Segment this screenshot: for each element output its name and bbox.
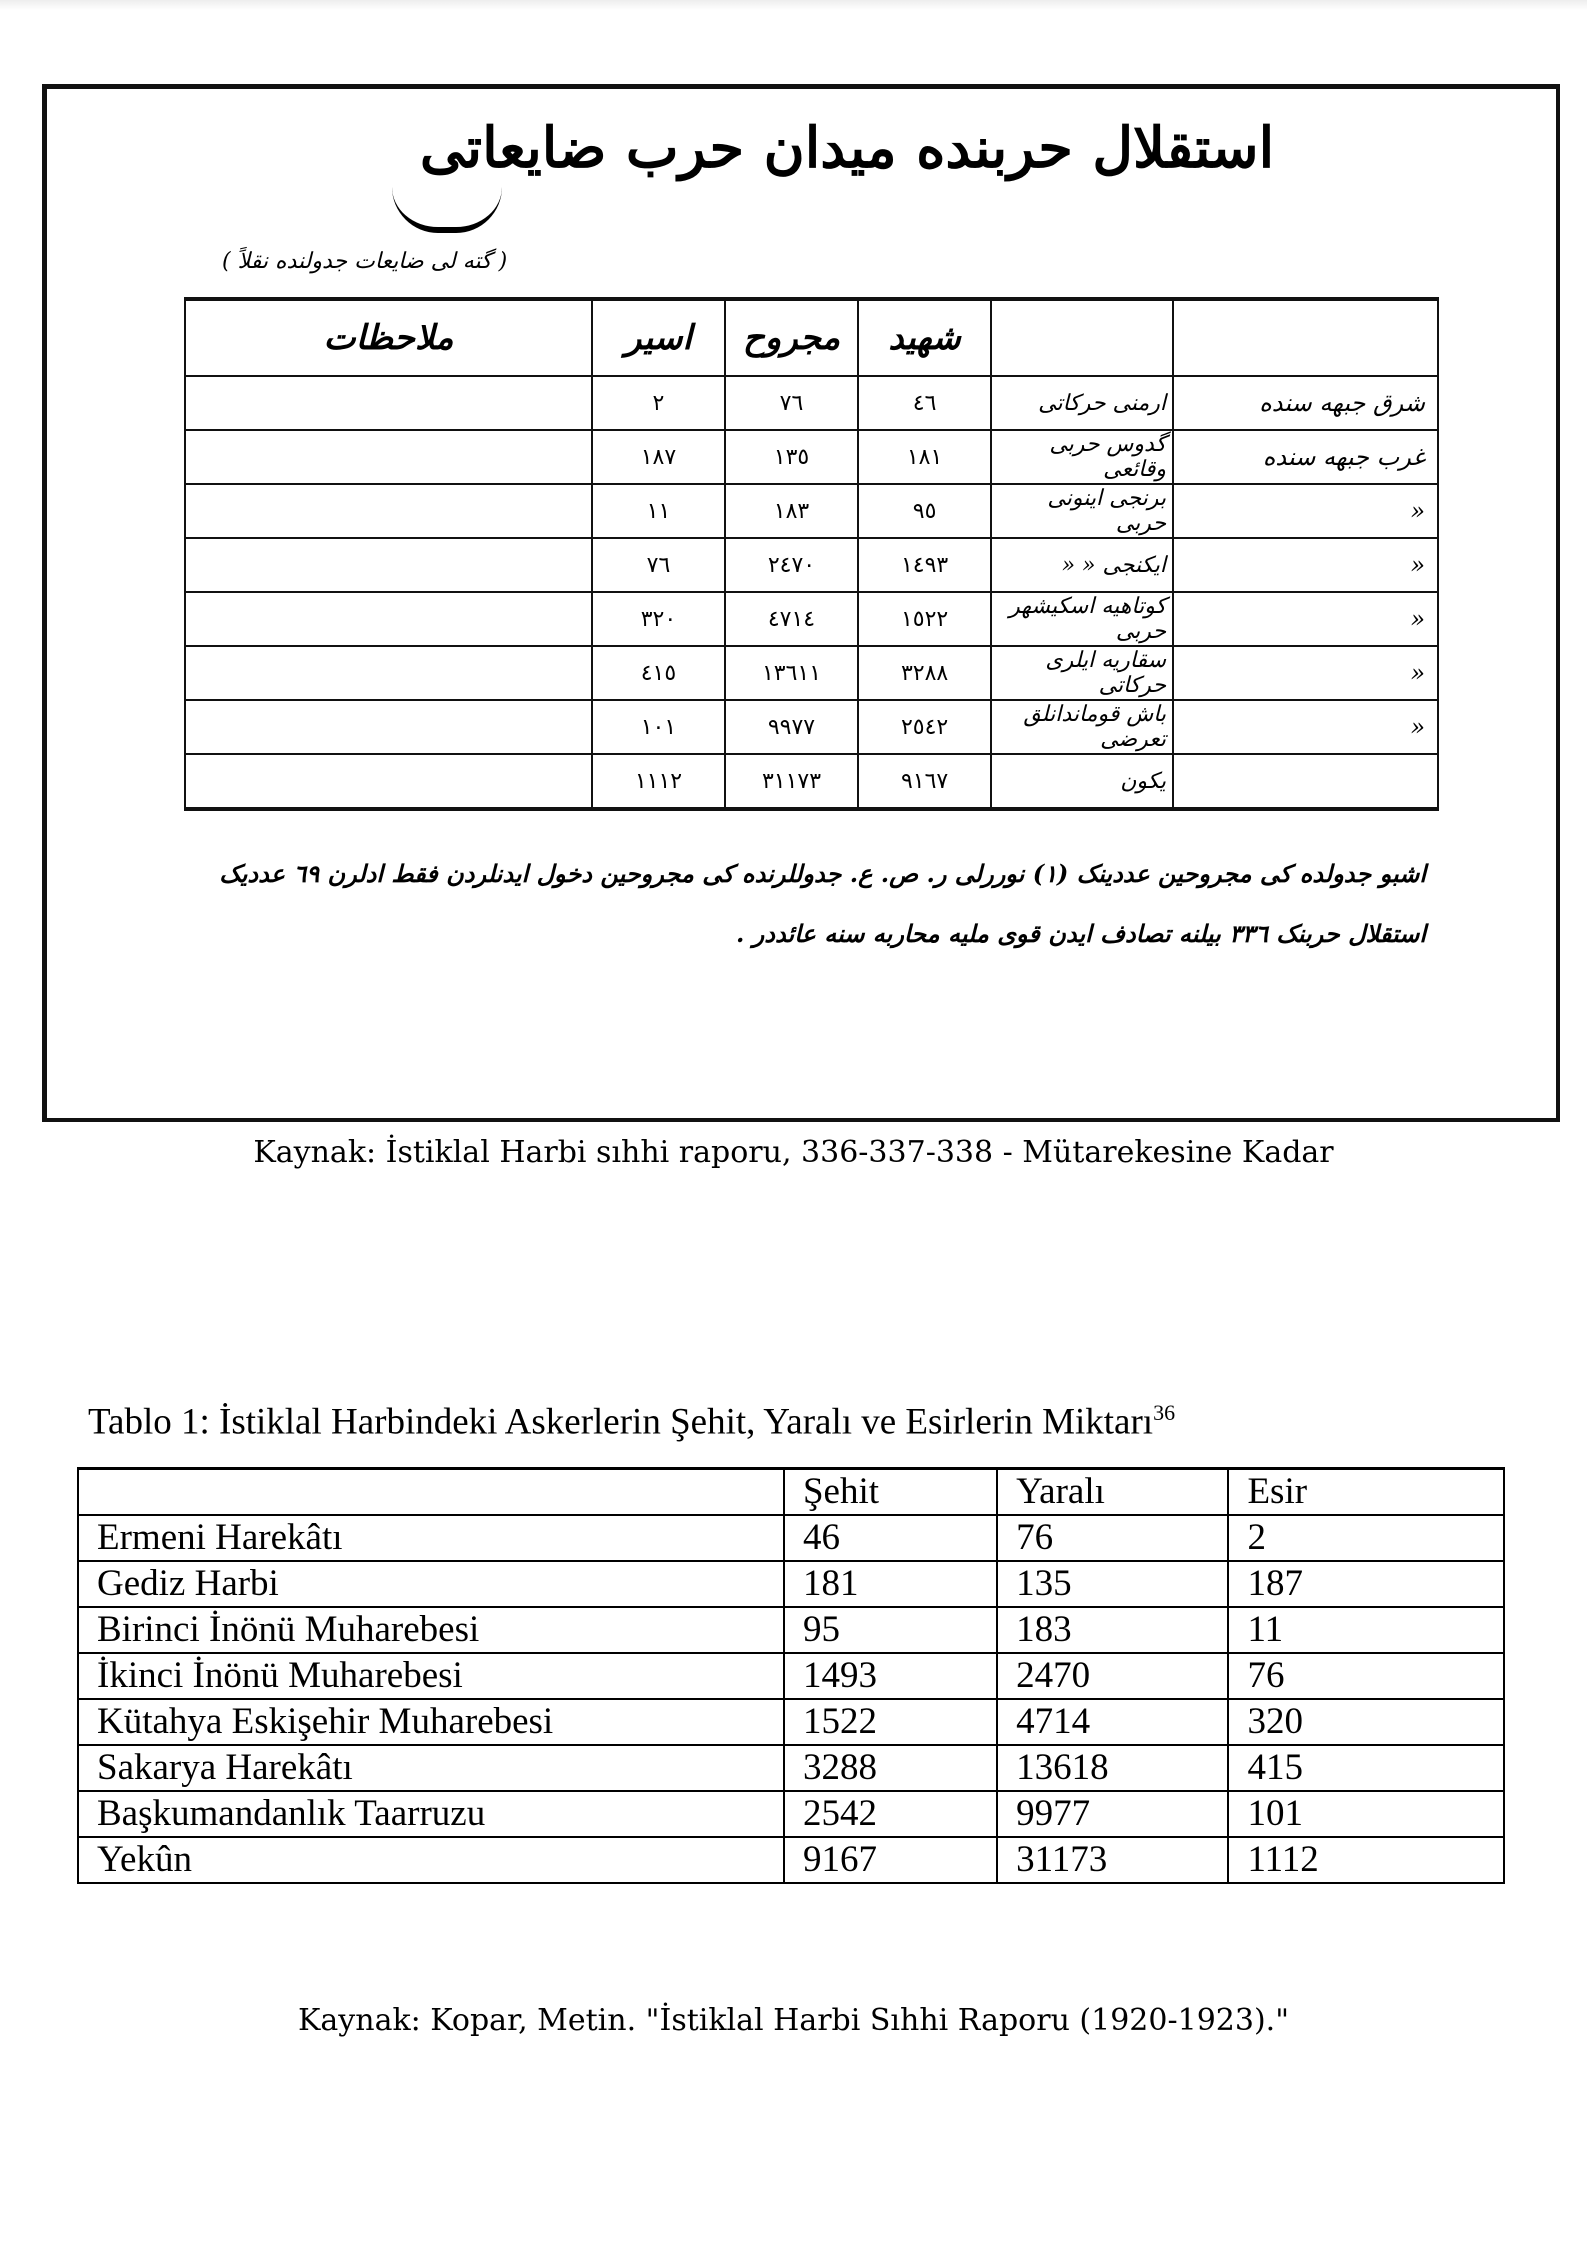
ottoman-table-row	[185, 430, 1438, 484]
scan-footnote-line-1: اشبو جدولده کی مجروحین عددینک (١) نوررلی ر. ص. ع. جدوللرنده کی مجروحین دخول ایدنلردن فقط ادلرن ٦٩ عددیک	[219, 859, 1426, 888]
ottoman-cell-martyr: ٩٥	[858, 484, 991, 538]
ottoman-cell-battle: ارمنی حرکاتی	[991, 376, 1173, 430]
cell-esir: 76	[1228, 1653, 1504, 1699]
ottoman-table-row	[185, 484, 1438, 538]
ottoman-cell-front	[1173, 754, 1438, 809]
ottoman-header-martyr: شهید	[858, 299, 991, 376]
header-battle	[78, 1469, 784, 1516]
cell-battle: İkinci İnönü Muharebesi	[78, 1653, 784, 1699]
table-source-caption: Kaynak: Kopar, Metin. "İstiklal Harbi Sıhhi Raporu (1920-1923)."	[298, 2003, 1289, 2038]
ottoman-cell-captured: ٢	[592, 376, 725, 430]
ottoman-cell-front: «	[1173, 592, 1438, 646]
ottoman-cell-wounded: ١٨٣	[725, 484, 858, 538]
ottoman-cell-battle: گدوس حربی وقائعی	[991, 430, 1173, 484]
scan-footnote-line-2: استقلال حربنک ٣٣٦ بیلنه تصادف ایدن قوی ملیه محاربه سنه عائددر .	[735, 919, 1426, 948]
page-top-edge	[0, 0, 1587, 10]
ottoman-cell-martyr: ٢٥٤٢	[858, 700, 991, 754]
ottoman-cell-remarks	[185, 754, 592, 809]
ottoman-cell-battle: برنجی اینونی حربی	[991, 484, 1173, 538]
ottoman-cell-captured: ١١	[592, 484, 725, 538]
scanned-ottoman-table-figure	[42, 84, 1560, 1122]
ottoman-cell-battle: کوتاهیه اسکیشهر حربی	[991, 592, 1173, 646]
ottoman-header-wounded: مجروح	[725, 299, 858, 376]
table-title-text: Tablo 1: İstiklal Harbindeki Askerlerin Şehit, Yaralı ve Esirlerin Miktarı	[88, 1401, 1154, 1443]
ottoman-cell-remarks	[185, 430, 592, 484]
table-row	[78, 1653, 1504, 1699]
ottoman-cell-battle: باش قوماندانلق تعرضی	[991, 700, 1173, 754]
cell-esir: 320	[1228, 1699, 1504, 1745]
table-row	[78, 1837, 1504, 1883]
cell-esir: 2	[1228, 1515, 1504, 1561]
ottoman-cell-front: «	[1173, 646, 1438, 700]
ottoman-cell-remarks	[185, 592, 592, 646]
ottoman-cell-front: «	[1173, 700, 1438, 754]
ottoman-cell-captured: ١١١٢	[592, 754, 725, 809]
ottoman-cell-captured: ٣٢٠	[592, 592, 725, 646]
cell-yarali: 4714	[997, 1699, 1228, 1745]
ottoman-cell-wounded: ١٣٥	[725, 430, 858, 484]
cell-esir: 187	[1228, 1561, 1504, 1607]
cell-battle: Gediz Harbi	[78, 1561, 784, 1607]
ottoman-cell-remarks	[185, 646, 592, 700]
ottoman-cell-front: شرق جبهه سنده	[1173, 376, 1438, 430]
ottoman-table-header-row	[185, 299, 1438, 376]
table-row	[78, 1791, 1504, 1837]
ottoman-cell-front: «	[1173, 538, 1438, 592]
ottoman-cell-wounded: ١٣٦١١	[725, 646, 858, 700]
cell-battle: Yekûn	[78, 1837, 784, 1883]
ottoman-table-row	[185, 538, 1438, 592]
ottoman-cell-remarks	[185, 484, 592, 538]
ottoman-casualty-table	[184, 297, 1439, 811]
ottoman-cell-battle: سقاریه ایلری حرکاتی	[991, 646, 1173, 700]
ottoman-header-front	[1173, 299, 1438, 376]
casualty-table-header-row	[78, 1469, 1504, 1516]
ottoman-header-captured: اسیر	[592, 299, 725, 376]
cell-esir: 415	[1228, 1745, 1504, 1791]
ottoman-cell-front: غرب جبهه سنده	[1173, 430, 1438, 484]
ottoman-cell-remarks	[185, 700, 592, 754]
cell-sehit: 2542	[784, 1791, 997, 1837]
cell-yarali: 9977	[997, 1791, 1228, 1837]
ottoman-cell-remarks	[185, 538, 592, 592]
ottoman-cell-wounded: ٩٩٧٧	[725, 700, 858, 754]
table-row	[78, 1515, 1504, 1561]
table-title	[88, 1400, 1175, 1443]
ottoman-table-row	[185, 700, 1438, 754]
ottoman-cell-battle: یکون	[991, 754, 1173, 809]
ottoman-cell-martyr: ١٥٢٢	[858, 592, 991, 646]
ottoman-table-row	[185, 592, 1438, 646]
ottoman-header-battle	[991, 299, 1173, 376]
ottoman-header-remarks: ملاحظات	[185, 299, 592, 376]
cell-yarali: 183	[997, 1607, 1228, 1653]
ottoman-table-row	[185, 376, 1438, 430]
cell-esir: 1112	[1228, 1837, 1504, 1883]
cell-sehit: 9167	[784, 1837, 997, 1883]
scan-title: استقلال حربنده میدان حرب ضایعاتی	[419, 115, 1275, 181]
ottoman-table-row	[185, 754, 1438, 809]
table-row	[78, 1699, 1504, 1745]
cell-battle: Ermeni Harekâtı	[78, 1515, 784, 1561]
ottoman-cell-remarks	[185, 376, 592, 430]
ottoman-cell-wounded: ٣١١٧٣	[725, 754, 858, 809]
ottoman-cell-wounded: ٧٦	[725, 376, 858, 430]
cell-battle: Kütahya Eskişehir Muharebesi	[78, 1699, 784, 1745]
ottoman-cell-captured: ٧٦	[592, 538, 725, 592]
scan-source-caption: Kaynak: İstiklal Harbi sıhhi raporu, 336-337-338 - Mütarekesine Kadar	[253, 1135, 1334, 1170]
ottoman-cell-martyr: ٤٦	[858, 376, 991, 430]
cell-sehit: 181	[784, 1561, 997, 1607]
ottoman-cell-captured: ١٠١	[592, 700, 725, 754]
cell-battle: Başkumandanlık Taarruzu	[78, 1791, 784, 1837]
ottoman-table-row	[185, 646, 1438, 700]
ottoman-cell-wounded: ٤٧١٤	[725, 592, 858, 646]
cell-yarali: 13618	[997, 1745, 1228, 1791]
ottoman-cell-martyr: ١٨١	[858, 430, 991, 484]
table-title-footnote-ref: 36	[1153, 1400, 1176, 1425]
casualty-table	[77, 1467, 1505, 1884]
ottoman-cell-martyr: ٣٢٨٨	[858, 646, 991, 700]
header-sehit: Şehit	[784, 1469, 997, 1516]
cell-sehit: 1493	[784, 1653, 997, 1699]
header-esir: Esir	[1228, 1469, 1504, 1516]
ottoman-cell-captured: ١٨٧	[592, 430, 725, 484]
cell-sehit: 1522	[784, 1699, 997, 1745]
cell-esir: 11	[1228, 1607, 1504, 1653]
cell-esir: 101	[1228, 1791, 1504, 1837]
scan-subnote: ( گته لی ضایعات جدولنده نقلاً )	[222, 249, 508, 274]
cell-sehit: 3288	[784, 1745, 997, 1791]
cell-yarali: 31173	[997, 1837, 1228, 1883]
scan-title-swash	[392, 187, 502, 233]
ottoman-cell-battle: ایکنجی « «	[991, 538, 1173, 592]
ottoman-cell-captured: ٤١٥	[592, 646, 725, 700]
ottoman-cell-wounded: ٢٤٧٠	[725, 538, 858, 592]
table-row	[78, 1745, 1504, 1791]
ottoman-cell-front: «	[1173, 484, 1438, 538]
table-row	[78, 1607, 1504, 1653]
header-yarali: Yaralı	[997, 1469, 1228, 1516]
cell-sehit: 46	[784, 1515, 997, 1561]
cell-battle: Sakarya Harekâtı	[78, 1745, 784, 1791]
cell-sehit: 95	[784, 1607, 997, 1653]
table-row	[78, 1561, 1504, 1607]
cell-yarali: 135	[997, 1561, 1228, 1607]
cell-yarali: 76	[997, 1515, 1228, 1561]
ottoman-cell-martyr: ٩١٦٧	[858, 754, 991, 809]
cell-battle: Birinci İnönü Muharebesi	[78, 1607, 784, 1653]
ottoman-cell-martyr: ١٤٩٣	[858, 538, 991, 592]
cell-yarali: 2470	[997, 1653, 1228, 1699]
